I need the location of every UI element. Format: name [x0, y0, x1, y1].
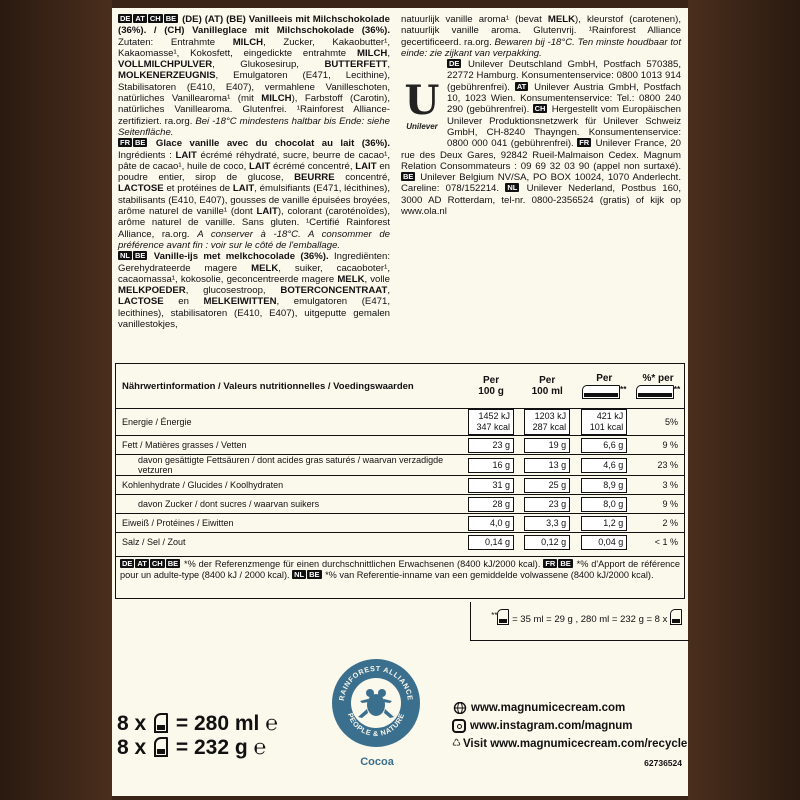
fr-storage: A conserver à -18°C. A consommer de préférence avant fin : voir sur le côté de l'emballage.	[118, 228, 391, 251]
col-star: **	[620, 383, 627, 394]
globe-icon	[452, 702, 468, 714]
allergen: LAIT	[256, 206, 278, 218]
nutrient-value: 23 %	[657, 459, 679, 470]
col-100ml-label: 100 ml	[531, 386, 563, 397]
nutrient-value	[581, 516, 627, 531]
estimated-sign-icon: ℮	[265, 712, 278, 735]
nutrient-value	[468, 535, 514, 550]
nutrient-value-cell	[518, 455, 576, 476]
nutrient-value-cell	[576, 476, 632, 495]
instagram-url[interactable]: www.instagram.com/magnum	[470, 720, 633, 732]
col-pct-portion	[632, 364, 684, 409]
be-address: Unilever Belgium NV/SA, PO BOX 10024, 1070 Anderlecht. Careline: 078/152214.	[401, 172, 681, 195]
rainforest-alliance-seal	[330, 657, 422, 749]
nutrient-value-line: 28 g	[492, 498, 511, 509]
nutrient-value	[468, 409, 514, 435]
fr-ingredients	[118, 138, 390, 251]
nutrient-value-line: 8,0 g	[603, 498, 624, 509]
allergen: BEURRE	[294, 172, 335, 184]
fr-text: écrémé réhydraté, sucre, beurre de cacao¹, pâte de cacao¹, huile de coco,	[118, 149, 390, 172]
tag-be: BE	[167, 559, 179, 568]
de-title: (DE) (AT) (BE) Vanilleeis mit Milchschokolade (36%). / (CH) Vanilleglace mit Milchschokolade (36%).	[118, 14, 390, 37]
tag-de: DE	[120, 14, 131, 23]
tag-ch: CH	[149, 14, 161, 23]
nl-text: , volle	[364, 273, 390, 285]
nutrient-label: Eiweiß / Protéines / Eiwitten	[116, 514, 464, 533]
nutrient-value-cell	[632, 533, 684, 552]
nutrition-header-row	[116, 364, 684, 409]
nutrient-value-cell	[576, 533, 632, 552]
tag-ch: CH	[534, 104, 546, 114]
unilever-wordmark: Unilever	[406, 122, 438, 132]
nl-ingredients	[118, 251, 390, 330]
nutrient-value-line: 6,6 g	[603, 439, 624, 450]
tag-de: DE	[449, 59, 460, 69]
portion-info	[491, 609, 682, 625]
nutrient-value: 5%	[665, 416, 679, 427]
col-100g-label: 100 g	[478, 386, 504, 397]
nutrient-value-cell	[518, 495, 576, 514]
nutrient-value-cell	[632, 514, 684, 533]
nutrition-row	[116, 409, 684, 436]
allergen: MILCH	[356, 47, 388, 59]
nutrient-value	[581, 438, 627, 453]
nutrient-value-cell	[464, 455, 518, 476]
nutrient-value	[524, 478, 570, 493]
tag-nl: NL	[507, 183, 518, 193]
nutrient-label: davon gesättigte Fettsäuren / dont acides gras saturés / waarvan verzadigde vetzuren	[116, 455, 464, 476]
pack-contents	[117, 712, 278, 760]
website-link[interactable]	[452, 699, 687, 717]
pack-volume	[117, 712, 278, 736]
nutrient-value	[468, 516, 514, 531]
portion-icon	[154, 713, 168, 733]
tag-be: BE	[135, 251, 146, 261]
unilever-logo	[401, 77, 443, 141]
nutrient-value-cell	[464, 409, 518, 436]
de-zutaten: Zutaten:	[118, 36, 154, 48]
fr-text: concentré,	[345, 172, 390, 184]
nutrient-value-cell	[576, 455, 632, 476]
reference-intake-note	[115, 557, 685, 599]
de-text: , Zucker, Kakaobutter¹, Kakaomasse¹, Kokosfett, eingedickte entrahmte	[118, 36, 390, 59]
nl-address: Unilever Nederland, Postbus 160, 3000 AD Rotterdam, tel-nr. 0800-2356524 (gratis) of kijk op www.ola.nl	[401, 183, 681, 218]
nutrient-value-cell	[576, 495, 632, 514]
at-address: Unilever Austria GmbH, Postfach 10, 1023 Wien. Konsumentenservice: Tel.: 0800 240 290 (gebührenfrei).	[447, 81, 681, 116]
fr-text: en poudre entier, sirop de glucose,	[118, 160, 390, 184]
nutrition-row	[116, 436, 684, 455]
tag-nl: NL	[120, 251, 130, 261]
nl-title: Vanille-ijs met melkchocolade (36%).	[153, 251, 329, 263]
ref-fr: *% d'Apport de référence pour un adulte-type (8400 kJ / 2000 kcal).	[120, 559, 680, 580]
unilever-u-icon: U	[404, 77, 440, 125]
fr-text: et protéines de	[166, 183, 231, 195]
pack-count: 8 x	[117, 712, 147, 735]
de-text: ,	[387, 47, 390, 59]
nutrition-table	[115, 363, 685, 557]
nutrition-header: Nährwertinformation / Valeurs nutritionnelles / Voedingswaarden	[122, 380, 414, 392]
col-per-label: Per	[483, 375, 500, 386]
nutrient-value-line: 16 g	[492, 459, 511, 470]
portion-icon	[582, 385, 620, 399]
de-text: , Emulgatoren (E471, Lecithine), Stabilisatoren (E410, E407), vermahlene Vanilleschoten, natürliches Vanillearoma¹ (mit	[118, 70, 390, 105]
nutrient-value-line: 1,2 g	[603, 517, 624, 528]
cocoa-label: Cocoa	[360, 756, 394, 768]
nl-text: , emulgatoren (E471, lecithines), stabilisatoren (E410, E407), uitgeputte gemalen vanillestokjes,	[118, 296, 390, 331]
tag-ch: CH	[151, 559, 163, 568]
nl-storage: Bewaren bij -18°C. Ten minste houdbaar tot einde: zie zijkant van verpakking.	[401, 36, 681, 59]
nutrient-value-cell	[464, 533, 518, 552]
instagram-link[interactable]	[452, 717, 687, 735]
nl-ingredients-cont	[401, 14, 681, 59]
nutrient-value-line: 0,04 g	[598, 536, 624, 547]
allergen: BUTTERFETT	[324, 59, 388, 71]
tag-nl: NL	[294, 570, 305, 579]
nutrient-value-cell	[576, 514, 632, 533]
col-star: **	[673, 383, 681, 394]
nutrient-value	[524, 497, 570, 512]
col-per-label: Per	[539, 375, 556, 386]
nutrient-value: < 1 %	[654, 536, 679, 547]
nutrient-label: Energie / Énergie	[116, 409, 464, 436]
tag-fr: FR	[579, 138, 590, 148]
nutrient-value	[524, 409, 570, 435]
ingredients-column-left	[118, 14, 390, 330]
nutrient-value-line: 0,12 g	[541, 536, 567, 547]
tag-be: BE	[309, 570, 320, 579]
de-text: Entrahmte	[170, 36, 216, 48]
nutrient-value-cell	[576, 436, 632, 455]
de-text: ), Farbstoff (Carotin), natürliches Vanillearoma. Glutenfrei. ¹Rainforest Alliance-zertifiziert. ra.org.	[118, 93, 390, 127]
tag-fr: FR	[120, 138, 130, 148]
nutrient-value-line: 101 kcal	[589, 422, 624, 432]
tag-be: BE	[560, 559, 571, 568]
allergen: LAIT	[248, 160, 271, 172]
nutrient-value	[581, 535, 627, 550]
allergen: MELK	[547, 14, 576, 25]
pack-volume-value: = 280 ml	[175, 712, 260, 735]
nl-text: ), kleurstof (carotenen), natuurlijk vanille aroma. Glutenvrij. ¹Rainforest Alliance gecertificeerd. ra.org.	[401, 14, 681, 48]
nutrient-value-line: 31 g	[492, 479, 511, 490]
tag-at: AT	[135, 14, 145, 23]
nutrient-value: 2 %	[662, 517, 679, 528]
nutrition-grid	[116, 364, 684, 551]
tag-fr: FR	[545, 559, 556, 568]
nutrient-value: 9 %	[662, 498, 679, 509]
nutrient-value-line: 1203 kJ	[534, 411, 567, 421]
nutrient-value-cell	[464, 476, 518, 495]
nl-text: en	[178, 296, 189, 308]
fr-title: Glace vanille avec du chocolat au lait (36%).	[155, 138, 390, 150]
nutrient-value	[468, 458, 514, 473]
nutrient-value-line: 19 g	[548, 439, 567, 450]
nutrient-value-line: 4,0 g	[490, 517, 511, 528]
nutrient-value-line: 25 g	[548, 479, 567, 490]
pack-count: 8 x	[117, 736, 147, 759]
nutrient-value	[468, 497, 514, 512]
allergen: LAIT	[355, 160, 377, 172]
nutrient-value	[581, 497, 627, 512]
recycle-icon: ♺	[452, 738, 461, 749]
tag-de: DE	[122, 559, 133, 568]
nutrient-label: davon Zucker / dont sucres / waarvan suikers	[116, 495, 464, 514]
de-address: Unilever Deutschland GmbH, Postfach 570385, 22772 Hamburg. Konsumentenservice: 0800 1013 914 (gebührenfrei).	[447, 59, 681, 93]
nutrient-value-cell	[632, 409, 684, 436]
allergen: LACTOSE	[118, 296, 164, 308]
nl-text: , suiker, cacaoboter¹, cacaomassa¹, kokosolie, geconcentreerde magere	[118, 262, 390, 285]
nutrient-value-line: 1452 kJ	[478, 411, 511, 421]
nutrient-value-cell	[518, 409, 576, 436]
nutrient-value	[468, 478, 514, 493]
nutrient-value-cell	[518, 514, 576, 533]
portion-text: = 35 ml = 29 g , 280 ml = 232 g = 8 x	[512, 614, 668, 625]
fr-text: Ingrédients :	[118, 149, 172, 161]
seal-bottom-text: PEOPLE & NATURE	[345, 711, 407, 739]
fr-text: écrémé concentré,	[273, 160, 353, 172]
nutrient-label: Kohlenhydrate / Glucides / Koolhydraten	[116, 476, 464, 495]
ingredients-column-right	[401, 14, 681, 217]
recycle-url[interactable]: Visit www.magnumicecream.com/recycle	[462, 738, 688, 750]
nutrient-label: Fett / Matières grasses / Vetten	[116, 436, 464, 455]
portion-icon	[636, 385, 674, 399]
instagram-icon	[452, 719, 466, 733]
ch-address: Hergestellt vom Europäischen Unilever Produktionsnetzwerk für Unilever Schweiz GmbH, CH-8240 Thayngen. Konsumentenservice: 0800 000 041 (gebührenfrei).	[447, 104, 681, 150]
nutrient-value-cell	[464, 514, 518, 533]
nutrient-value-line: 4,6 g	[603, 459, 624, 470]
allergen: MELK	[337, 273, 365, 285]
pack-weight	[117, 736, 278, 760]
nutrient-value-line: 23 g	[492, 439, 511, 450]
allergen: MELK	[251, 262, 279, 274]
nl-text: natuurlijk vanille aroma¹ (bevat	[401, 14, 542, 25]
col-per-label: Per	[596, 372, 613, 384]
fr-text: ), colorant (caroténoïdes), arôme naturel de vanille. Sans gluten. ¹Certifié Rainforest Alliance, ra.org.	[118, 206, 390, 240]
tag-at: AT	[137, 559, 147, 568]
allergen: LAIT	[232, 183, 255, 195]
nutrient-value-line: 13 g	[548, 459, 567, 470]
web-links	[452, 699, 687, 753]
nutrient-value-line: 0,14 g	[485, 536, 511, 547]
package-edge-right	[688, 0, 800, 800]
portion-star: **	[491, 610, 498, 620]
website-url[interactable]: www.magnumicecream.com	[471, 702, 626, 714]
allergen: VOLLMILCHPULVER	[118, 59, 213, 71]
allergen: BOTERCONCENTRAAT	[280, 285, 388, 297]
nutrient-value-line: 8,9 g	[603, 479, 624, 490]
nutrient-value-line: 23 g	[548, 498, 567, 509]
nutrient-value-cell	[518, 476, 576, 495]
allergen: MILCH	[261, 93, 292, 105]
nutrient-value-cell	[632, 495, 684, 514]
nutrient-value: 3 %	[662, 479, 679, 490]
nutrient-value-cell	[632, 455, 684, 476]
nutrient-value-line: 347 kcal	[476, 422, 511, 432]
contact-addresses	[401, 59, 681, 217]
allergen: MOLKENERZEUGNIS	[118, 70, 216, 82]
portion-icon	[670, 609, 682, 625]
nutrient-value-cell	[576, 409, 632, 436]
nutrient-value	[524, 535, 570, 550]
tag-be: BE	[403, 172, 414, 182]
tag-at: AT	[516, 81, 527, 91]
nutrient-value	[524, 438, 570, 453]
nutrient-value	[581, 478, 627, 493]
nutrient-value	[524, 516, 570, 531]
nutrient-value-line: 421 kJ	[596, 411, 624, 421]
nutrition-row	[116, 495, 684, 514]
col-per-100ml	[518, 364, 576, 409]
col-per-100g	[464, 364, 518, 409]
nutrient-value-cell	[632, 476, 684, 495]
nl-text: ,	[387, 285, 391, 297]
tag-be: BE	[135, 138, 146, 148]
nutrient-value-cell	[518, 533, 576, 552]
nutrient-value	[581, 409, 627, 435]
nutrient-value	[581, 458, 627, 473]
nutrient-value	[524, 458, 570, 473]
tag-be: BE	[165, 14, 177, 23]
portion-icon	[154, 737, 168, 757]
nutrient-value: 9 %	[662, 439, 679, 450]
nutrition-row	[116, 455, 684, 476]
ref-nl: *% van Referentie-inname van een gemiddelde volwassene (8400 kJ/2000 kcal).	[325, 570, 654, 580]
allergen: MILCH	[232, 36, 264, 48]
portion-icon	[497, 609, 509, 625]
allergen: MELKEIWITTEN	[203, 296, 277, 308]
recycle-link[interactable]	[452, 735, 687, 753]
nutrient-value-line: 287 kcal	[532, 422, 567, 432]
nutrient-value-cell	[632, 436, 684, 455]
col-per-portion	[576, 364, 632, 409]
nutrient-value-cell	[518, 436, 576, 455]
nutrition-row	[116, 476, 684, 495]
nutrition-body	[116, 409, 684, 552]
nl-text: Ingrediënten: Gerehydrateerde magere	[118, 251, 391, 274]
nutrition-row	[116, 514, 684, 533]
article-code: 62736524	[644, 758, 682, 768]
nl-text: , glucosestroop,	[185, 285, 266, 297]
nutrition-row	[116, 533, 684, 552]
fr-address: Unilever France, 20 rue des Deux Gares, 92842 Rueil-Malmaison Cedex. Magnum Relation Consommateurs : 09 69 32 03 90 (appel non surtaxé).	[401, 138, 682, 172]
allergen: LACTOSE	[118, 183, 164, 195]
nutrient-label: Salz / Sel / Zout	[116, 533, 464, 552]
estimated-sign-icon: ℮	[253, 736, 267, 759]
allergen: MELKPOEDER	[118, 285, 186, 297]
nutrient-value-cell	[464, 495, 518, 514]
pack-weight-value: = 232 g	[175, 736, 248, 759]
col-pct-label: %* per	[642, 372, 674, 384]
nutrient-value	[468, 438, 514, 453]
allergen: LAIT	[175, 149, 197, 161]
seal-top-text: RAINFOREST ALLIANCE	[337, 663, 415, 702]
de-text: , Glukosesirup,	[212, 59, 299, 71]
de-text: ,	[387, 59, 390, 71]
de-storage: Bei -18°C mindestens haltbar bis Ende: siehe Seitenfläche.	[118, 115, 391, 138]
ref-de: *% der Referenzmenge für einen durchschnittlichen Erwachsenen (8400 kJ/2000 kcal).	[184, 559, 541, 569]
nutrient-value-line: 3,3 g	[546, 517, 567, 528]
de-ingredients	[118, 14, 390, 138]
package-edge-left	[0, 0, 112, 800]
fr-text: , émulsifiants (E471, lécithines), stabilisants (E410, E407), gousses de vanille épuisées broyées, arôme naturel de vanille¹ (dont	[118, 183, 391, 218]
nutrient-value-cell	[464, 436, 518, 455]
